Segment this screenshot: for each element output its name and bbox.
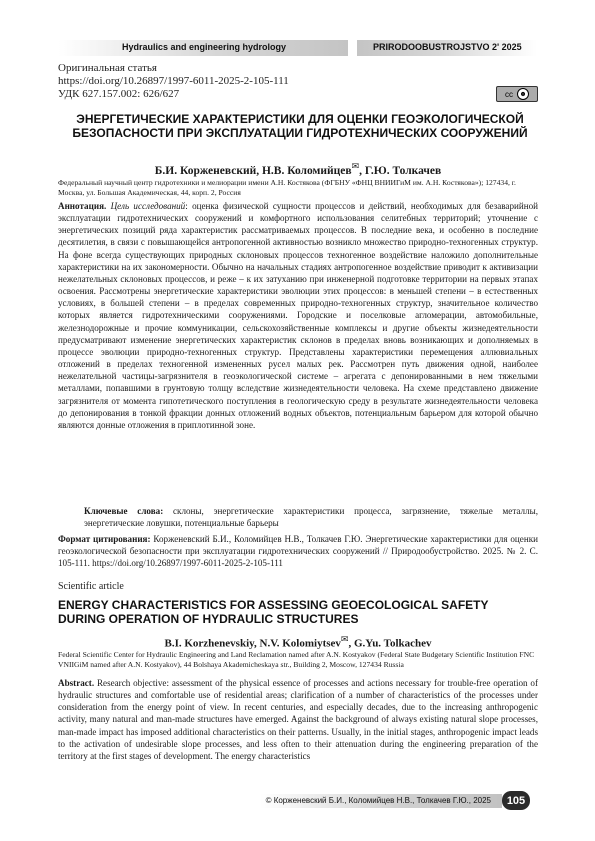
article-title-ru: ЭНЕРГЕТИЧЕСКИЕ ХАРАКТЕРИСТИКИ ДЛЯ ОЦЕНКИ ГЕОЭКОЛОГИЧЕСКОЙ БЕЗОПАСНОСТИ ПРИ ЭКСПЛУАТАЦИИ ГИДРОТЕХНИЧЕСКИХ СООРУЖЕНИЙ — [72, 112, 528, 140]
running-header — [0, 40, 595, 56]
authors-ru — [58, 161, 538, 177]
article-type-ru: Оригинальная статья — [58, 62, 157, 74]
authors-ru-part1: Б.И. Корженевский, Н.В. Коломийцев — [154, 164, 352, 177]
abstract-ru-label: Аннотация. — [58, 201, 107, 211]
header-journal-section — [58, 40, 348, 56]
abstract-ru-goal-label: Цель исследований — [110, 201, 186, 211]
citation-ru-label: Формат цитирования: — [58, 534, 151, 544]
citation-ru-text: Корженевский Б.И., Коломийцев Н.В., Толкачев Г.Ю. Энергетические характеристики для оценки геоэкологической безопасности при эксплуатации гидротехнических сооружений // Природообустройство. 2025. № 2. С. 105-111. https://doi.org/10.26897/1997-6011-2025-2-105-111 — [58, 534, 538, 569]
abstract-en-label: Abstract. — [58, 678, 95, 688]
abstract-en-text: Research objective: assessment of the physical essence of processes and actions necessary for trouble-free operation of hydraulic structures and comfortable use of residential areas; clarification of a number of characteristics of the processes under consideration from the energy point of view. In recent centuries, and especially decades, due to the increasing anthropogenic activity, many natural and man-made structures have emerged. Against the background of always existing natural slope processes, man-made impact has imposed additional characteristics on their patterns. Usually, in the initial stages, anthropogenic impact leads to the activation of undesirable slope processes, and less often to their attenuation during the engineering preparation of the territory at the first stages of development. The energy characteristics — [58, 678, 538, 761]
header-journal-issue — [357, 40, 537, 56]
authors-ru-part2: , Г.Ю. Толкачев — [359, 164, 442, 177]
doi-link[interactable]: https://doi.org/10.26897/1997-6011-2025-2-105-111 — [58, 75, 289, 87]
header-section-title: Hydraulics and engineering hydrology — [121, 42, 286, 52]
cc-badge-text: cc — [505, 89, 513, 99]
keywords-ru-label: Ключевые слова: — [84, 506, 164, 516]
page-footer — [0, 793, 595, 809]
udc-code: УДК 627.157.002: 626/627 — [58, 88, 180, 100]
abstract-ru — [58, 200, 538, 431]
cc-by-icon: ☻ — [517, 88, 529, 100]
authors-en-part1: B.I. Korzhenevskiy, N.V. Kolomiytsev — [164, 637, 341, 650]
envelope-icon-en[interactable]: ✉ — [340, 634, 349, 644]
envelope-icon[interactable]: ✉ — [351, 161, 360, 171]
abstract-ru-text: : оценка физической сущности процессов и действий, необходимых для безаварийной эксплуатации гидротехнических сооружений и комфортного использования селитебных территорий; уточнение с энергетических позиций ряда характеристик рассматриваемых процессов. В последние века, и особенно в последние десятилетия, в связи с повышающейся антропогенной активностью возникло множество природно-техногенных структур. На фоне всегда существующих природных склоновых процессов техногенное воздействие наложило дополнительные характеристики на их закономерности. Обычно на начальных стадиях антропогенное воздействие приводит к активизации нежелательных склоновых процессов, и реже – к их затуханию при инженерной подготовке территории на первых этапах освоения. Рассмотрены энергетические характеристики эволюции этих процессов: в меньшей степени – в естественных условиях, в большей степени – в пределах современных природно-техногенных структур, значительное количество которых является гидротехническими сооружениями. Городские и поселковые агломерации, автомобильные, железнодорожные и прочие коммуникации, сельскохозяйственные комплексы и другие объекты жизнедеятельности предусматривают изменение энергетических характеристик склонов в пределах вновь возникающих и дополняемых в процессе эволюции природно-техногенных структур. Представлены характеристики перемещения аллювиальных отложений в пределах техногенной измененных русел малых рек. Рассмотрен путь движения одной, наиболее нежелательной частицы-загрязнителя в геоэкологической системе – агрегата с депонированными в нем тяжелыми металлами, попавшими в грунтовую толщу вследствие жизнедеятельности человека. На схеме представлено движение загрязнителя от момента гипотетического поступления в геологическую среду в результате жизнедеятельности человека до депонирования в тонкой фракции донных отложений водных объектов, потенциальным барьером для которой обычно являются донные отложения в приплотинной зоне. — [58, 201, 538, 430]
affiliation-ru: Федеральный научный центр гидротехники и мелиорации имени А.Н. Костякова (ФГБНУ «ФНЦ ВНИИГиМ им. А.Н. Костякова»); 127434, г. Москва, ул. Большая Академическая, 44, корп. 2, Россия — [58, 178, 516, 197]
affiliation-en: Federal Scientific Center for Hydraulic Engineering and Land Reclamation named after A.N. Kostyakov (Federal State Budgetary Scientific Institution FNC VNIIGiM named after A.N. Kostyakov), 44 Bolshaya Akademicheskaya str., Building 2, Moscow, 127434 Russia — [58, 650, 535, 669]
abstract-en — [58, 677, 538, 762]
article-meta — [58, 62, 289, 101]
authors-en — [58, 634, 538, 650]
cc-license-badge[interactable] — [496, 86, 538, 102]
article-type-en: Scientific article — [58, 581, 124, 592]
article-title-en: ENERGY CHARACTERISTICS FOR ASSESSING GEOECOLOGICAL SAFETY DURING OPERATION OF HYDRAULIC STRUCTURES — [58, 598, 489, 626]
footer-copyright: © Корженевский Б.И., Коломийцев Н.В., Толкачев Г.Ю., 2025 — [265, 796, 491, 805]
keywords-ru-text: склоны, энергетические характеристики процесса, загрязнение, тяжелые металлы, энергетические ловушки, потенциальные барьеры — [84, 506, 538, 529]
page-number: 105 — [502, 791, 530, 810]
authors-en-part2: , G.Yu. Tolkachev — [348, 637, 432, 650]
keywords-ru — [84, 505, 538, 529]
header-issue-title: PRIRODOOBUSTROJSTVO 2' 2025 — [373, 42, 522, 52]
citation-ru — [58, 533, 538, 569]
